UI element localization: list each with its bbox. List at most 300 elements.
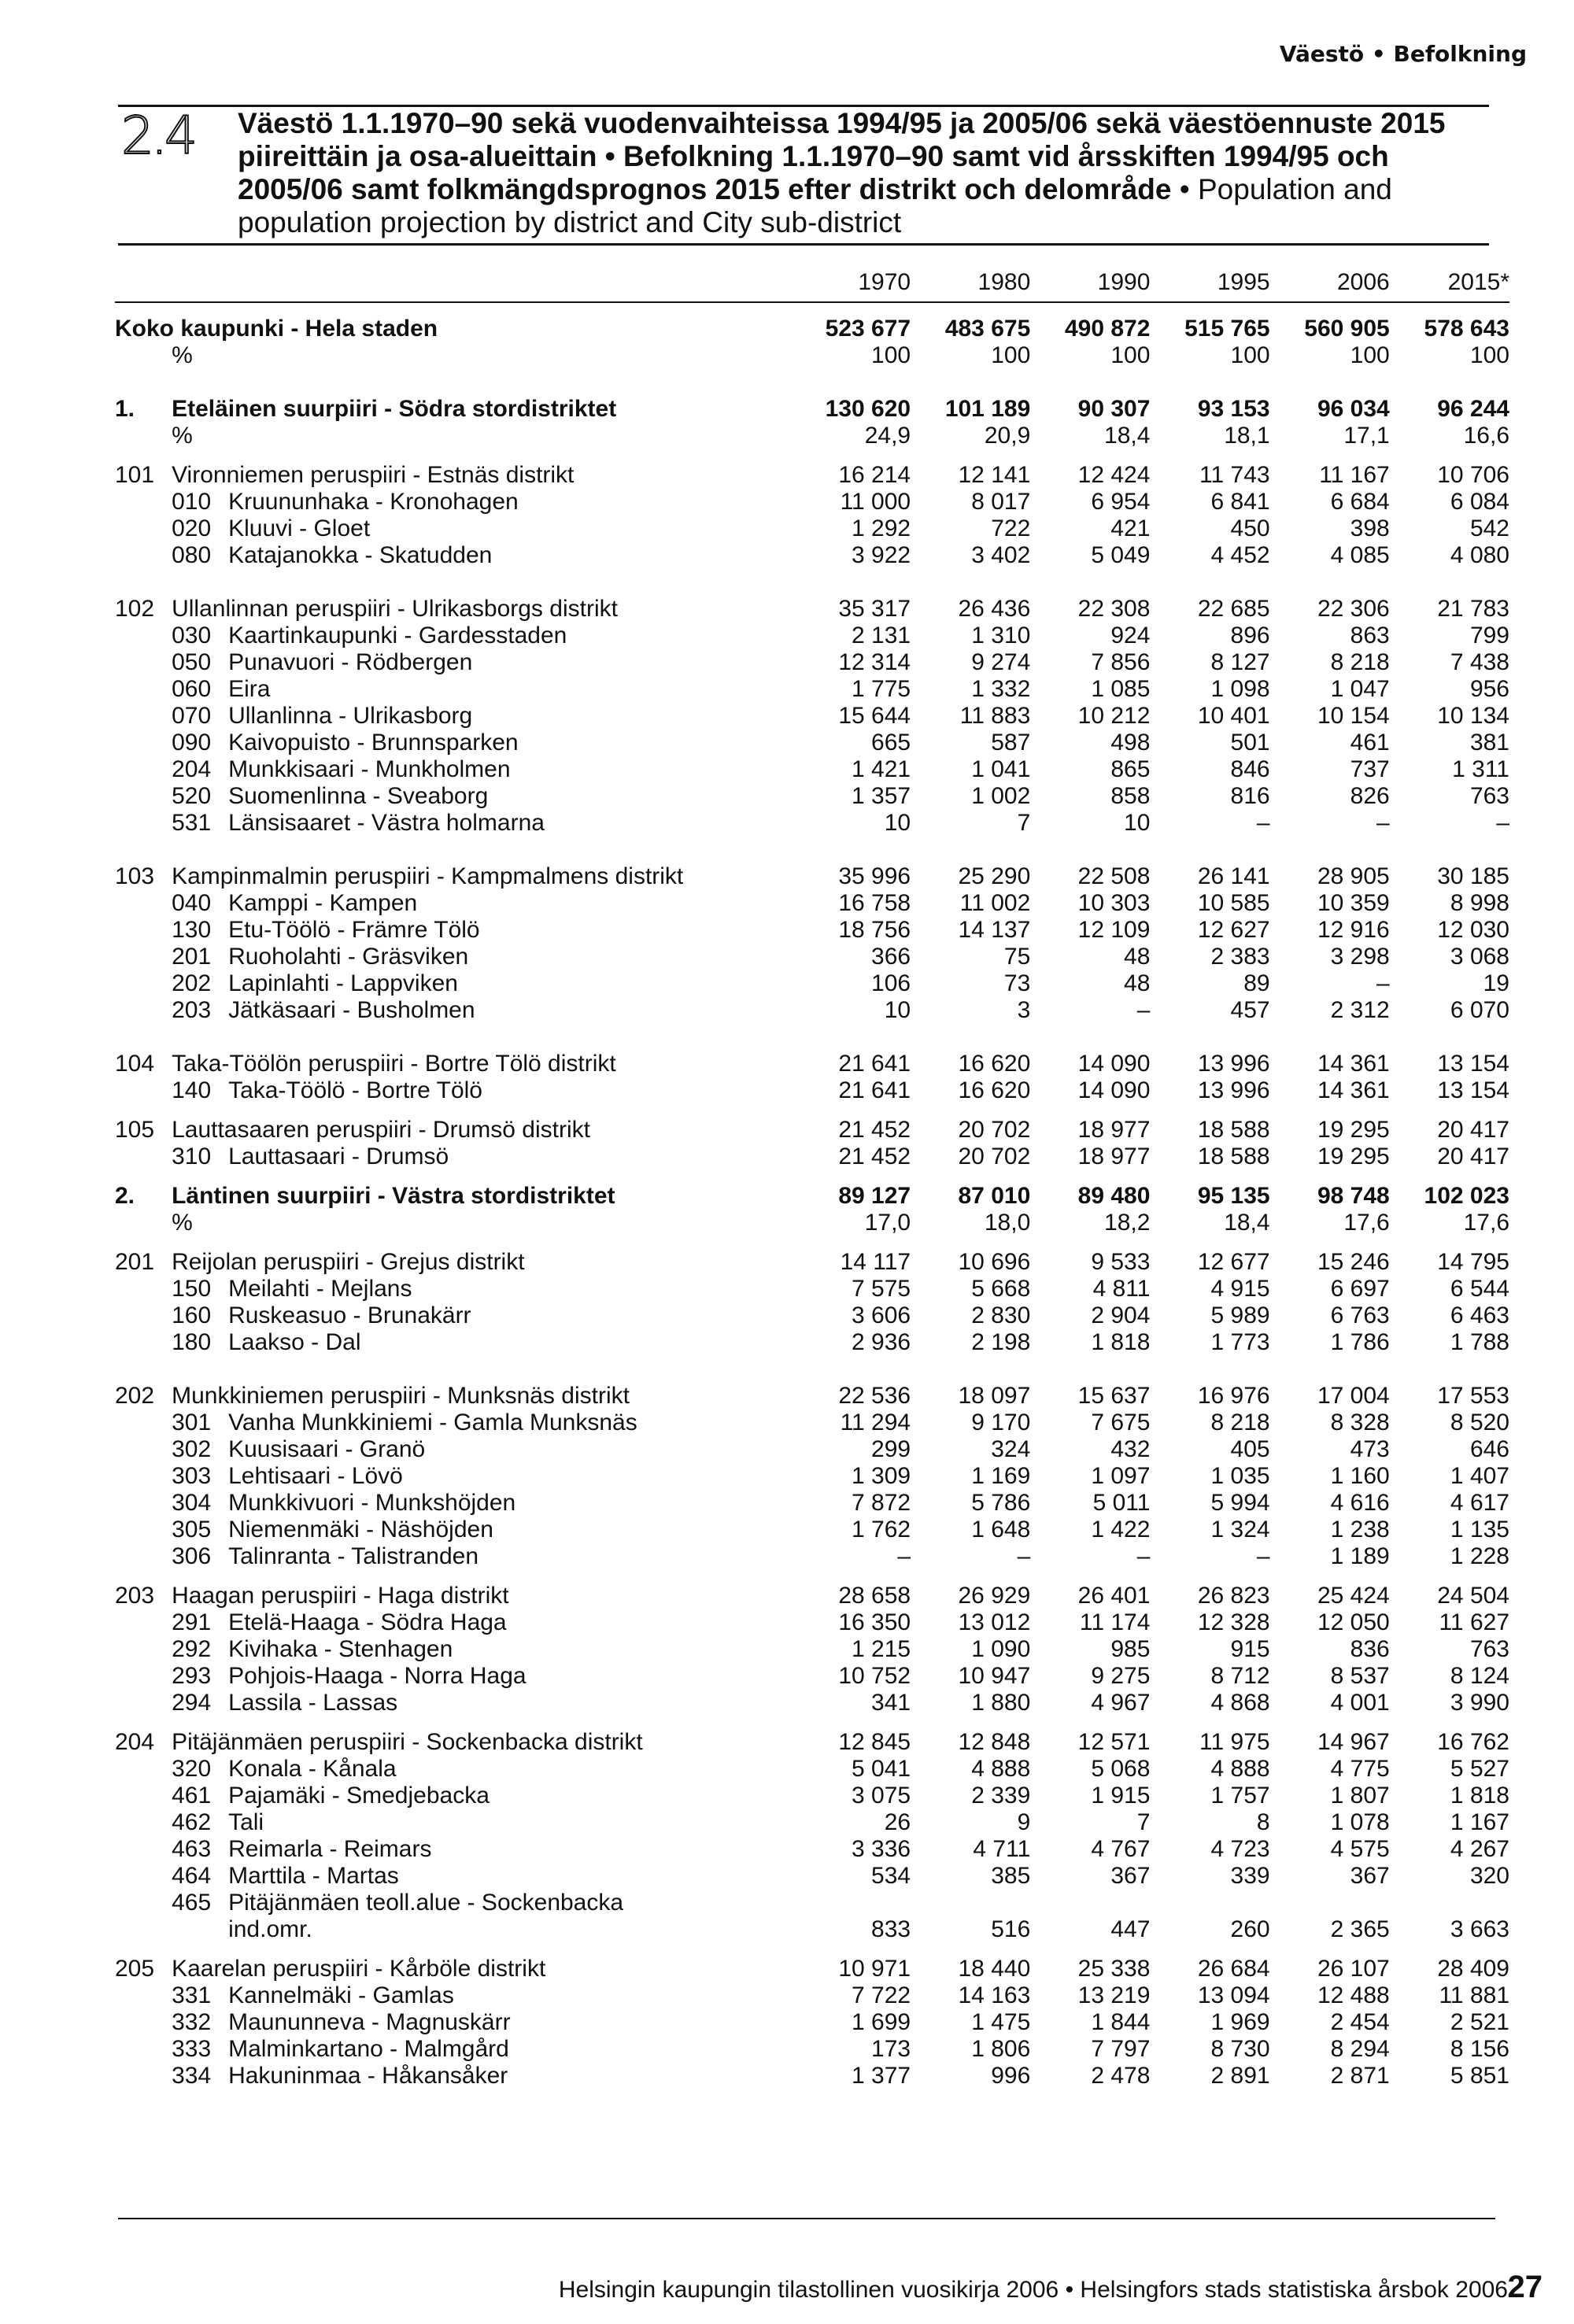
spacer: [115, 449, 1509, 462]
row-code: 102: [115, 596, 155, 622]
value-cell-1980: 7: [1017, 810, 1031, 836]
value-cell-1980: 14 137: [958, 917, 1031, 943]
value-cell-1980: 11 883: [959, 703, 1031, 729]
page-number: 27: [1507, 2270, 1543, 2304]
value-cell-1995: 26 684: [1197, 1956, 1270, 1982]
value-cell-1990: 18,4: [1104, 423, 1151, 449]
header-blank: [115, 264, 172, 302]
value-cell-1995: 11 975: [1199, 1729, 1270, 1755]
subarea-row: [115, 1463, 1509, 1490]
value-cell-1970: 16 214: [838, 462, 911, 488]
district-row: [115, 1051, 1509, 1077]
row-label: [172, 1077, 791, 1104]
value-cell-2006: 2 871: [1330, 2063, 1390, 2089]
indent-cell: [115, 1543, 172, 1570]
indent-cell: [115, 917, 172, 944]
value-cell-1995: 4 452: [1210, 542, 1270, 568]
value-cell-1980: 516: [991, 1916, 1031, 1942]
value-cell-1970: 5 041: [852, 1756, 911, 1782]
value-cell-1995: 12 328: [1197, 1609, 1270, 1635]
subarea-code: 292: [172, 1636, 212, 1662]
value-cell-2015: 5 851: [1450, 2063, 1509, 2089]
value-cell-1990: 858: [1110, 783, 1151, 809]
subarea-row: [115, 1809, 1509, 1836]
subarea-code: 303: [172, 1463, 212, 1489]
value-cell-2015: 8 156: [1450, 2036, 1509, 2062]
indent-cell: [115, 2063, 172, 2089]
value-cell-2006: 863: [1350, 623, 1390, 648]
value-cell-1980: 2 198: [971, 1329, 1031, 1355]
indent-cell: [115, 783, 172, 810]
district-row: [115, 1729, 1509, 1756]
subarea-code: 030: [172, 623, 212, 648]
value-cell-1970: 17,0: [864, 1210, 911, 1236]
value-cell-1980: 26 436: [958, 596, 1031, 622]
value-cell-1980: 1 806: [971, 2036, 1031, 2062]
subarea-name: Pohjois-Haaga - Norra Haga: [228, 1663, 527, 1689]
value-cell-2015: 20 417: [1437, 1144, 1509, 1169]
district-row: [115, 462, 1509, 489]
subarea-row: [115, 944, 1509, 970]
value-cell-1970: 1 357: [852, 783, 911, 809]
value-cell-1970: 16 350: [838, 1609, 911, 1635]
value-cell-1990: 18,2: [1104, 1210, 1151, 1236]
row-label: Ullanlinnan peruspiiri - Ulrikasborgs distrikt: [172, 596, 618, 622]
value-cell-1970: [791, 1890, 911, 1916]
subarea-row: [115, 2009, 1509, 2036]
spacer: [115, 1570, 1509, 1583]
value-cell-1990: 14 090: [1077, 1051, 1151, 1077]
row-label: Reijolan peruspiiri - Grejus distrikt: [172, 1249, 525, 1275]
row-label: [172, 2063, 791, 2089]
row-label: Läntinen suurpiiri - Västra stordistriktet: [172, 1183, 615, 1209]
value-cell-1990: 9 275: [1091, 1663, 1151, 1689]
value-cell-2015: 3 990: [1450, 1690, 1509, 1716]
value-cell-2006: 6 684: [1330, 489, 1390, 515]
subarea-code: 310: [172, 1144, 212, 1169]
value-cell-1995: 6 841: [1210, 489, 1270, 515]
value-cell-1980: 10 947: [958, 1663, 1031, 1689]
value-cell-2006: 1 238: [1330, 1517, 1390, 1543]
value-cell-2006: 17,1: [1343, 423, 1390, 449]
value-cell-1990: 22 308: [1077, 596, 1151, 622]
value-cell-1970: 665: [871, 730, 911, 756]
population-table: [115, 264, 1509, 2089]
value-cell-2015: 578 643: [1424, 316, 1509, 342]
subarea-row: [115, 890, 1509, 917]
subarea-name: Pajamäki - Smedjebacka: [228, 1783, 490, 1809]
indent-cell: [115, 997, 172, 1024]
value-cell-2006: 6 697: [1330, 1276, 1390, 1302]
indent-cell: [115, 676, 172, 703]
subarea-row: [115, 1144, 1509, 1170]
subarea-code: 463: [172, 1836, 212, 1862]
value-cell-2006: 461: [1350, 730, 1390, 756]
year-header: 1990: [1030, 264, 1150, 302]
indent-cell: [115, 2036, 172, 2063]
value-cell-1990: 89 480: [1077, 1183, 1151, 1209]
value-cell-2015: 799: [1469, 623, 1509, 648]
value-cell-2015: 16,6: [1463, 423, 1509, 449]
value-cell-1980: 9: [1017, 1809, 1031, 1835]
spacer: [115, 1356, 1509, 1383]
value-cell-2006: –: [1376, 810, 1390, 836]
subarea-name: Meilahti - Mejlans: [228, 1276, 412, 1302]
value-cell-1995: 18 588: [1197, 1144, 1270, 1169]
value-cell-1980: 3 402: [971, 542, 1031, 568]
value-cell-1980: 12 848: [958, 1729, 1031, 1755]
subarea-code: 320: [172, 1756, 212, 1782]
value-cell-2015: 1 788: [1450, 1329, 1509, 1355]
value-cell-2006: 19 295: [1317, 1117, 1390, 1143]
row-label: [172, 1916, 791, 1943]
value-cell-1990: 9 533: [1091, 1249, 1151, 1275]
subarea-name: Jätkäsaari - Busholmen: [228, 997, 475, 1023]
value-cell-1990: 7 675: [1091, 1410, 1151, 1435]
value-cell-1990: –: [1136, 1543, 1151, 1569]
district-row: [115, 596, 1509, 623]
row-code: 203: [115, 1583, 155, 1609]
value-cell-2015: 1 135: [1450, 1517, 1509, 1543]
subarea-code: 020: [172, 515, 212, 541]
value-cell-1995: 4 915: [1210, 1276, 1270, 1302]
value-cell-1990: 7 797: [1091, 2036, 1151, 2062]
value-cell-1995: 1 324: [1210, 1517, 1270, 1543]
value-cell-1995: 896: [1230, 623, 1270, 648]
value-cell-1970: 1 762: [852, 1517, 911, 1543]
value-cell-1990: 12 109: [1077, 917, 1151, 943]
row-label: [172, 1436, 791, 1463]
row-label: [172, 810, 791, 837]
subarea-name: Lassila - Lassas: [228, 1690, 398, 1716]
district-row: [115, 1583, 1509, 1609]
value-cell-2006: 22 306: [1317, 596, 1390, 622]
value-cell-2015: 16 762: [1437, 1729, 1509, 1755]
percent-row: [115, 1210, 1509, 1236]
value-cell-1980: 100: [991, 342, 1031, 368]
value-cell-1980: 12 141: [958, 462, 1031, 488]
subarea-row: [115, 1436, 1509, 1463]
value-cell-1990: 12 424: [1077, 462, 1151, 488]
subarea-row: [115, 1276, 1509, 1302]
value-cell-1995: 8 730: [1210, 2036, 1270, 2062]
subarea-code: 080: [172, 542, 212, 568]
value-cell-1990: 5 068: [1091, 1756, 1151, 1782]
value-cell-1980: 5 786: [971, 1490, 1031, 1516]
value-cell-1990: 2 904: [1091, 1302, 1151, 1328]
value-cell-2006: 96 034: [1317, 396, 1390, 422]
value-cell-1990: 12 571: [1077, 1729, 1151, 1755]
row-label: [172, 649, 791, 676]
value-cell-2006: 2 454: [1330, 2009, 1390, 2035]
row-label: [172, 730, 791, 756]
value-cell-1990: –: [1136, 997, 1151, 1023]
row-code: [115, 423, 172, 449]
indent-cell: [115, 542, 172, 569]
spacer: [115, 1236, 1509, 1249]
value-cell-2015: 5 527: [1450, 1756, 1509, 1782]
value-cell-1980: 9 170: [971, 1410, 1031, 1435]
value-cell-1990: 4 767: [1091, 1836, 1151, 1862]
value-cell-1990: [1030, 1890, 1150, 1916]
subarea-code: 464: [172, 1863, 212, 1889]
row-label: Eteläinen suurpiiri - Södra stordistriktet: [172, 396, 617, 422]
spacer: [115, 1024, 1509, 1051]
spacer: [115, 569, 1509, 596]
row-label: [172, 1329, 791, 1356]
subarea-row: [115, 2063, 1509, 2089]
value-cell-1970: 1 775: [852, 676, 911, 702]
value-cell-2006: 1 078: [1330, 1809, 1390, 1835]
value-cell-2006: 14 361: [1317, 1077, 1390, 1103]
value-cell-1995: 8 712: [1210, 1663, 1270, 1689]
value-cell-1995: 2 891: [1210, 2063, 1270, 2089]
value-cell-1990: 14 090: [1077, 1077, 1151, 1103]
subarea-name: Ullanlinna - Ulrikasborg: [228, 703, 473, 729]
value-cell-2015: 1 228: [1450, 1543, 1509, 1569]
value-cell-1980: 483 675: [944, 316, 1031, 342]
value-cell-2015: 8 124: [1450, 1663, 1509, 1689]
value-cell-2015: 4 080: [1450, 542, 1509, 568]
subarea-code: 070: [172, 703, 212, 729]
subarea-code: 302: [172, 1436, 212, 1462]
value-cell-2006: 1 786: [1330, 1329, 1390, 1355]
row-label: [172, 515, 791, 542]
subarea-name: Lauttasaari - Drumsö: [228, 1144, 449, 1169]
value-cell-1995: 405: [1230, 1436, 1270, 1462]
subarea-row: [115, 676, 1509, 703]
row-label: [172, 1463, 791, 1490]
value-cell-2015: 11 627: [1439, 1609, 1509, 1635]
value-cell-1970: 15 644: [838, 703, 911, 729]
district-row: [115, 1956, 1509, 1982]
subarea-row: [115, 1302, 1509, 1329]
value-cell-1970: 100: [871, 342, 911, 368]
value-cell-1970: 10 971: [838, 1956, 911, 1982]
value-cell-1995: 4 723: [1210, 1836, 1270, 1862]
row-label: [172, 1890, 791, 1916]
subarea-row: [115, 515, 1509, 542]
subarea-row: [115, 1663, 1509, 1690]
indent-cell: [115, 1144, 172, 1170]
subarea-name: Ruoholahti - Gräsviken: [228, 944, 469, 970]
value-cell-2015: 6 070: [1450, 997, 1509, 1023]
value-cell-1995: 8 127: [1210, 649, 1270, 675]
spacer-row: [115, 1236, 1509, 1249]
value-cell-1995: 8: [1256, 1809, 1270, 1835]
subarea-name: Malminkartano - Malmgård: [228, 2036, 509, 2062]
subarea-code: 332: [172, 2009, 212, 2035]
value-cell-2015: 13 154: [1437, 1077, 1509, 1103]
year-header: 1970: [791, 264, 911, 302]
value-cell-1980: 1 332: [971, 676, 1031, 702]
value-cell-1995: 339: [1230, 1863, 1270, 1889]
subarea-row: [115, 1329, 1509, 1356]
subarea-code: 462: [172, 1809, 212, 1835]
title-separator: •: [1171, 173, 1198, 205]
value-cell-1970: 21 452: [838, 1117, 911, 1143]
indent-cell: [115, 2009, 172, 2036]
subarea-name: Kivihaka - Stenhagen: [228, 1636, 453, 1662]
value-cell-1995: 13 094: [1197, 1982, 1270, 2008]
subarea-name: Tali: [228, 1809, 264, 1835]
value-cell-2006: 4 085: [1330, 542, 1390, 568]
value-cell-1995: 5 989: [1210, 1302, 1270, 1328]
value-cell-1990: 6 954: [1091, 489, 1151, 515]
table-title: [238, 107, 1497, 239]
subarea-name: Etelä-Haaga - Södra Haga: [228, 1609, 507, 1635]
value-cell-2015: 1 311: [1452, 756, 1509, 782]
value-cell-1970: 7 872: [852, 1490, 911, 1516]
row-code: 101: [115, 462, 155, 488]
value-cell-1995: 457: [1230, 997, 1270, 1023]
subarea-name: Munkkivuori - Munkshöjden: [228, 1490, 516, 1516]
value-cell-1970: 16 758: [838, 890, 911, 916]
row-label: [172, 756, 791, 783]
value-cell-1980: 18 097: [958, 1383, 1031, 1409]
subarea-name: Lapinlahti - Lappviken: [228, 970, 458, 996]
value-cell-1970: 10: [884, 997, 911, 1023]
value-cell-1980: 587: [991, 730, 1031, 756]
value-cell-1995: 13 996: [1197, 1077, 1270, 1103]
value-cell-2006: 17 004: [1317, 1383, 1390, 1409]
value-cell-2006: 560 905: [1304, 316, 1390, 342]
subarea-name: Lehtisaari - Lövö: [228, 1463, 403, 1489]
row-code: 1.: [115, 396, 135, 422]
value-cell-2015: 10 134: [1437, 703, 1509, 729]
value-cell-1995: 18 588: [1197, 1117, 1270, 1143]
value-cell-2006: 2 312: [1330, 997, 1390, 1023]
percent-row: [115, 423, 1509, 449]
value-cell-1995: 26 141: [1197, 863, 1270, 889]
value-cell-2015: 24 504: [1437, 1583, 1509, 1609]
value-cell-1995: 515 765: [1184, 316, 1270, 342]
subarea-name: Taka-Töölö - Bortre Tölö: [228, 1077, 482, 1103]
value-cell-1980: 1 475: [971, 2009, 1031, 2035]
value-cell-1990: 1 818: [1091, 1329, 1151, 1355]
value-cell-2015: 12 030: [1437, 917, 1509, 943]
value-cell-1995: 915: [1230, 1636, 1270, 1662]
indent-cell: [115, 1863, 172, 1890]
row-label: [172, 1663, 791, 1690]
year-header: 2015*: [1390, 264, 1509, 302]
value-cell-1980: –: [1017, 1543, 1031, 1569]
indent-cell: [115, 1329, 172, 1356]
value-cell-1990: 90 307: [1077, 396, 1151, 422]
value-cell-1990: 13 219: [1077, 1982, 1151, 2008]
subarea-code: 304: [172, 1490, 212, 1516]
value-cell-1970: 35 996: [838, 863, 911, 889]
value-cell-1980: 18,0: [984, 1210, 1031, 1236]
value-cell-1995: 1 773: [1210, 1329, 1270, 1355]
indent-cell: [115, 1690, 172, 1716]
value-cell-1995: 5 994: [1210, 1490, 1270, 1516]
value-cell-2015: 28 409: [1437, 1956, 1509, 1982]
value-cell-2015: 10 706: [1437, 462, 1509, 488]
value-cell-1995: –: [1256, 810, 1270, 836]
title-separator: •: [597, 140, 623, 172]
value-cell-1980: 87 010: [958, 1183, 1031, 1209]
value-cell-1995: –: [1256, 1543, 1270, 1569]
value-cell-2015: 8 998: [1450, 890, 1509, 916]
indent-cell: [115, 810, 172, 837]
major-district-row: [115, 1183, 1509, 1210]
value-cell-1995: 95 135: [1197, 1183, 1270, 1209]
spacer-row: [115, 449, 1509, 462]
value-cell-1980: 18 440: [958, 1956, 1031, 1982]
value-cell-1995: 12 677: [1197, 1249, 1270, 1275]
value-cell-1995: 18,4: [1224, 1210, 1270, 1236]
value-cell-1990: 7 856: [1091, 649, 1151, 675]
spacer-row: [115, 1356, 1509, 1383]
value-cell-1970: 2 936: [852, 1329, 911, 1355]
subarea-name: Kuusisaari - Granö: [228, 1436, 426, 1462]
year-header: 1995: [1150, 264, 1269, 302]
subarea-code: 160: [172, 1302, 212, 1328]
value-cell-2006: 3 298: [1330, 944, 1390, 970]
value-cell-1970: 3 922: [852, 542, 911, 568]
row-label: [172, 1410, 791, 1436]
value-cell-1970: 35 317: [838, 596, 911, 622]
spacer: [115, 1104, 1509, 1117]
spacer-row: [115, 1943, 1509, 1956]
row-label: [172, 1609, 791, 1636]
subarea-name: Kamppi - Kampen: [228, 890, 418, 916]
row-label: [172, 1302, 791, 1329]
subarea-name: Länsisaaret - Västra holmarna: [228, 810, 545, 836]
value-cell-2006: 11 167: [1319, 462, 1390, 488]
value-cell-1970: 10 752: [838, 1663, 911, 1689]
value-cell-1980: 1 648: [971, 1517, 1031, 1543]
value-cell-1980: 14 163: [958, 1982, 1031, 2008]
value-cell-1980: 20 702: [958, 1144, 1031, 1169]
value-cell-1980: 13 012: [958, 1609, 1031, 1635]
subarea-code: 180: [172, 1329, 212, 1355]
indent-cell: [115, 1436, 172, 1463]
value-cell-2006: 4 575: [1330, 1836, 1390, 1862]
value-cell-2006: 1 189: [1330, 1543, 1390, 1569]
row-label: Kampinmalmin peruspiiri - Kampmalmens distrikt: [172, 863, 684, 889]
value-cell-1980: 4 711: [973, 1836, 1031, 1862]
row-label: Vironniemen peruspiiri - Estnäs distrikt: [172, 462, 575, 488]
indent-cell: [115, 1890, 172, 1916]
indent-cell: [115, 970, 172, 997]
value-cell-1970: 89 127: [838, 1183, 911, 1209]
value-cell-1995: 16 976: [1197, 1383, 1270, 1409]
title-finnish: Väestö 1.1.1970–90 sekä vuodenvaihteissa 1994/95 ja 2005/06 sekä väestöennuste 2015 piireittäin ja osa-alueittain: [238, 107, 1446, 172]
value-cell-2006: 98 748: [1317, 1183, 1390, 1209]
value-cell-1970: 1 421: [852, 756, 911, 782]
indent-cell: [115, 1663, 172, 1690]
value-cell-2015: 4 617: [1450, 1490, 1509, 1516]
value-cell-1990: 432: [1110, 1436, 1151, 1462]
row-label: [172, 917, 791, 944]
subarea-code: 465: [172, 1890, 212, 1916]
subarea-name: Suomenlinna - Sveaborg: [228, 783, 489, 809]
value-cell-2006: 14 361: [1317, 1051, 1390, 1077]
row-label: Kaarelan peruspiiri - Kårböle distrikt: [172, 1956, 546, 1982]
table-body: [115, 316, 1509, 2089]
value-cell-2015: 17,6: [1463, 1210, 1509, 1236]
value-cell-2006: 1 047: [1330, 676, 1390, 702]
value-cell-2006: 398: [1350, 515, 1390, 541]
row-code: [115, 342, 172, 369]
value-cell-1995: 22 685: [1197, 596, 1270, 622]
value-cell-1990: 10: [1124, 810, 1151, 836]
spacer: [115, 837, 1509, 863]
value-cell-1990: 2 478: [1091, 2063, 1151, 2089]
value-cell-1990: 5 049: [1091, 542, 1151, 568]
